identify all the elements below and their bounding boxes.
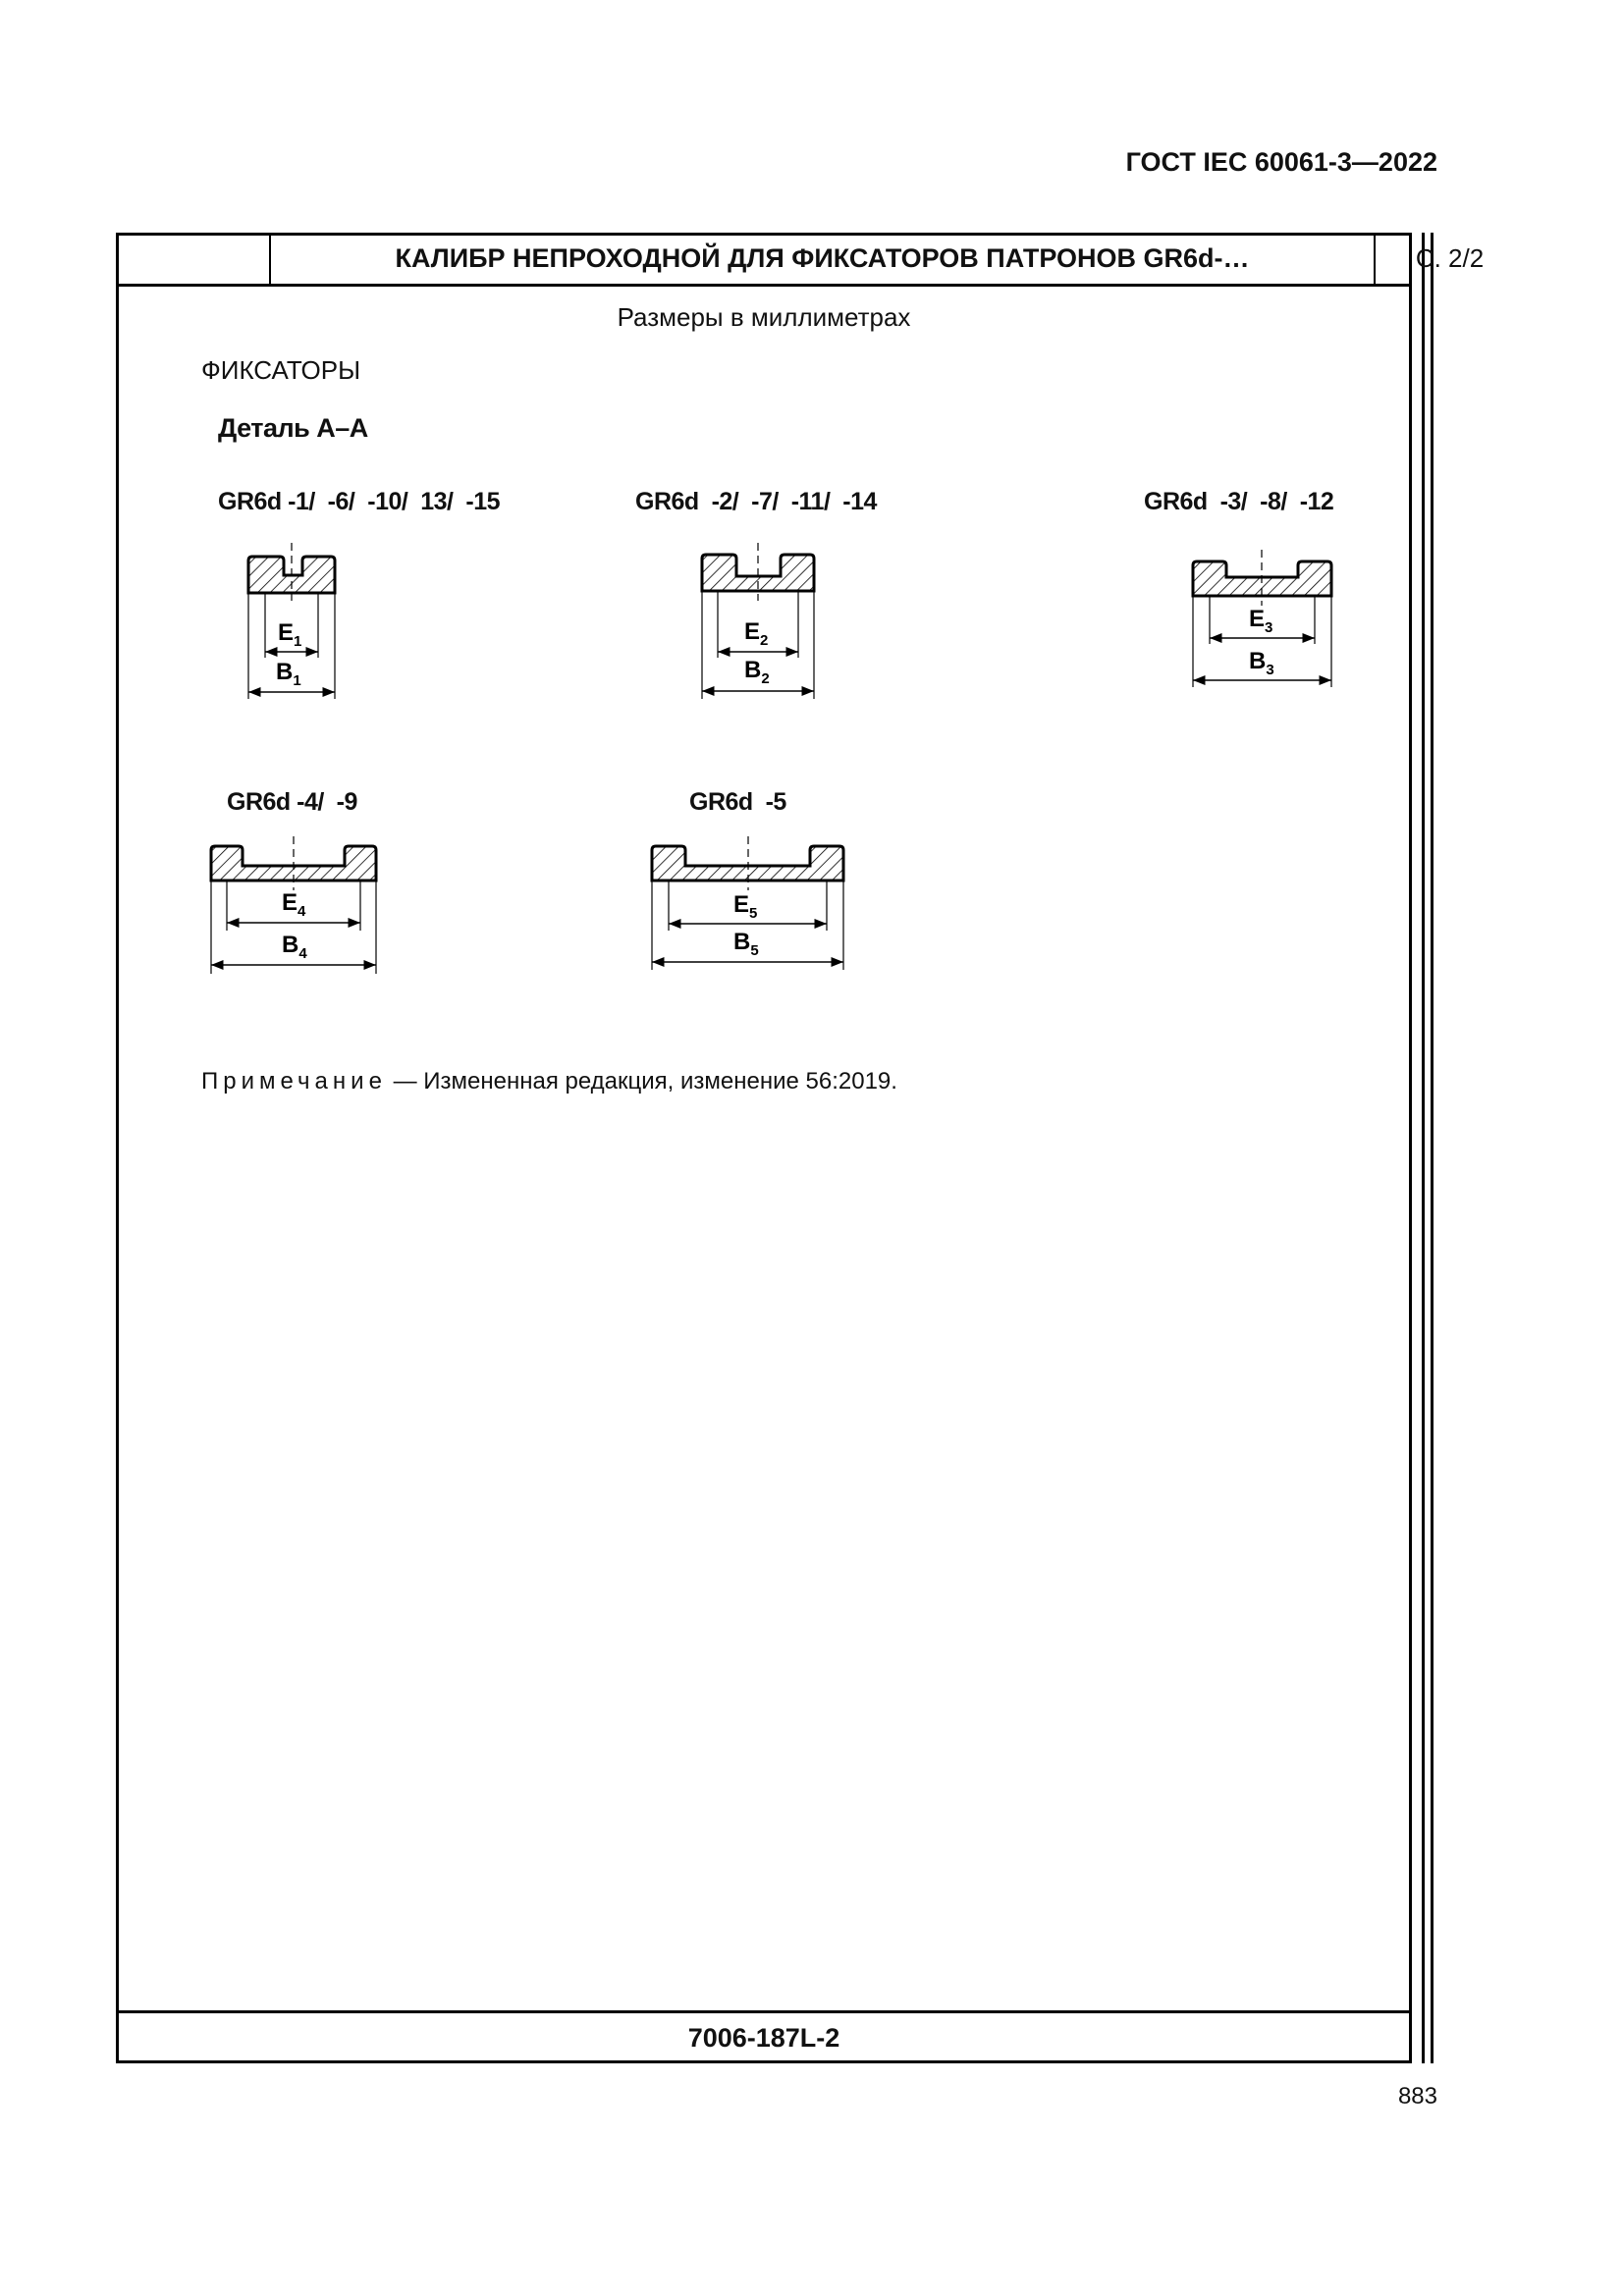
profile-4: [211, 836, 376, 974]
profile-4-dim-b-label: $B_4$: [282, 932, 307, 962]
revision-note: [201, 1068, 897, 1095]
variant-label-3: GR6d -3/ -8/ -12: [1144, 488, 1334, 515]
note-lead: Примечание: [201, 1068, 387, 1095]
page-number: 883: [1397, 2083, 1437, 2109]
profile-3: [1193, 550, 1331, 687]
variant-label-4: GR6d -4/ -9: [227, 788, 357, 816]
profile-2-dim-e-label: $E_2$: [744, 618, 769, 649]
profile-1-dim-e-label: $E_1$: [278, 619, 302, 650]
note-text: — Измененная редакция, изменение 56:2019.: [386, 1068, 897, 1095]
profile-1-dim-b-label: $B_1$: [276, 659, 301, 689]
profile-2: [702, 543, 814, 699]
profile-5-dim-b-label: $B_5$: [733, 929, 759, 959]
section-label: ФИКСАТОРЫ: [201, 355, 361, 385]
profile-1: [248, 543, 335, 699]
profile-3-dim-e-label: $E_3$: [1249, 606, 1273, 636]
profile-5-dim-e-label: $E_5$: [733, 891, 758, 922]
units-note: Размеры в миллиметрах: [617, 302, 911, 332]
profile-2-dim-b-label: $B_2$: [744, 657, 770, 687]
sheet-id: 7006-187L-2: [116, 2010, 1412, 2063]
profile-5: [652, 836, 843, 970]
profile-3-dim-b-label: $B_3$: [1249, 648, 1274, 678]
variant-label-1: GR6d -1/ -6/ -10/ 13/ -15: [218, 488, 501, 515]
variant-label-2: GR6d -2/ -7/ -11/ -14: [635, 488, 877, 515]
profile-4-dim-e-label: $E_4$: [282, 889, 306, 920]
variant-label-5: GR6d -5: [689, 788, 786, 816]
sheet-page-indicator: С. 2/2: [1415, 243, 1485, 273]
detail-label: Деталь А–А: [218, 413, 368, 443]
standard-number: ГОСТ IEC 60061-3—2022: [1125, 147, 1437, 177]
sheet-title: КАЛИБР НЕПРОХОДНОЙ ДЛЯ ФИКСАТОРОВ ПАТРОНОВ GR6d-…: [271, 233, 1376, 284]
